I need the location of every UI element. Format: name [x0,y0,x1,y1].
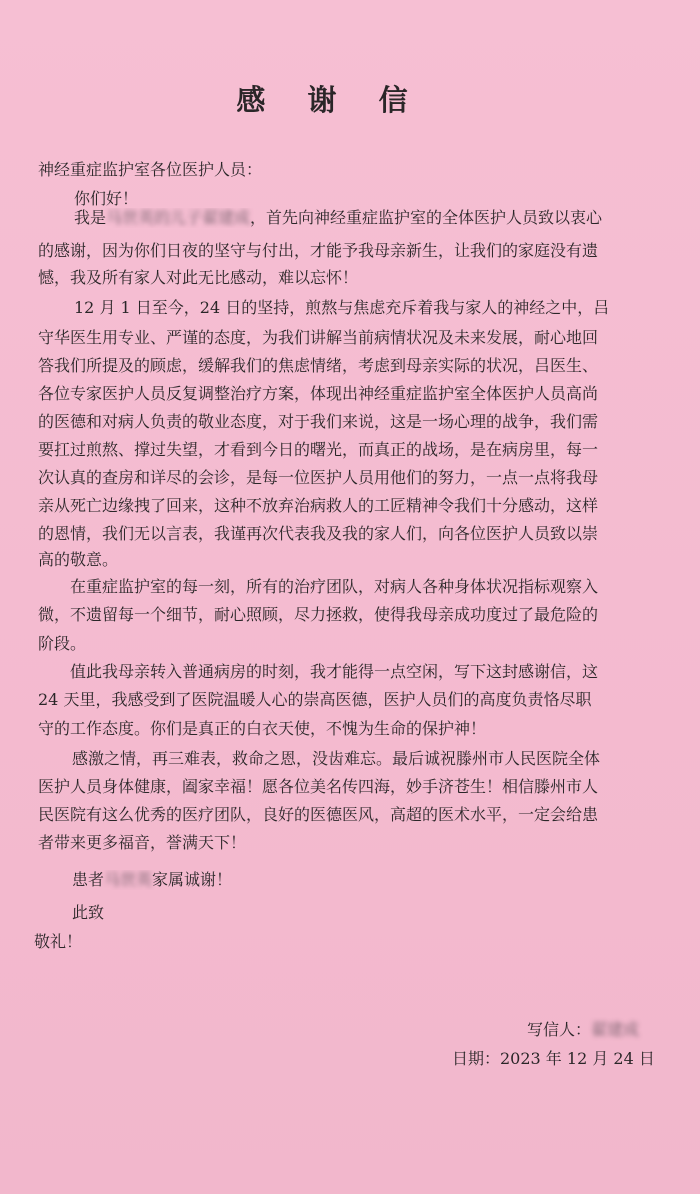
paragraph-2-line: 的医德和对病人负责的敬业态度，对于我们来说，这是一场心理的战争，我们需 [38,412,599,431]
paragraph-4-line: 守的工作态度。你们是真正的白衣天使，不愧为生命的保护神！ [38,719,487,738]
paragraph-2-line: 各位专家医护人员反复调整治疗方案，体现出神经重症监护室全体医护人员高尚 [38,384,599,403]
paragraph-2-line: 要扛过煎熬、撑过失望，才看到今日的曙光，而真正的战场，是在病房里，每一 [38,440,599,459]
paragraph-5-line: 医护人员身体健康，阖家幸福！愿各位美名传四海，妙手济苍生！相信滕州市人 [38,777,599,796]
paragraph-1-line-3: 憾，我及所有家人对此无比感动，难以忘怀！ [38,268,359,287]
paragraph-1-prefix: 我是 [74,208,107,227]
letter-title: 感 谢 信 [236,83,424,117]
greeting: 你们好！ [74,189,139,208]
paragraph-3-line: 在重症监护室的每一刻，所有的治疗团队，对病人各种身体状况指标观察入 [70,577,599,596]
salutation: 神经重症监护室各位医护人员： [38,160,263,179]
redacted-name: 马世英的儿子翟建成 [106,208,251,227]
paragraph-5-line: 感激之情，再三难表，救命之恩，没齿难忘。最后诚祝滕州市人民医院全体 [72,749,601,768]
letter-date: 日期：2023 年 12 月 24 日 [452,1049,655,1068]
paragraph-2-line: 守华医生用专业、严谨的态度，为我们讲解当前病情状况及未来发展，耐心地回 [38,328,599,347]
paragraph-2-line: 次认真的查房和详尽的会诊，是每一位医护人员用他们的努力，一点一点将我母 [38,468,599,487]
family-thanks [72,870,472,890]
paragraph-2-line: 高的敬意。 [38,550,119,569]
closing-jing-li: 敬礼！ [34,932,83,951]
paragraph-2-line: 亲从死亡边缘拽了回来，这种不放弃治病救人的工匠精神令我们十分感动，这样 [38,496,599,515]
paragraph-1-line-2: 的感谢，因为你们日夜的坚守与付出，才能予我母亲新生，让我们的家庭没有遗 [38,241,599,260]
paragraph-3-line: 阶段。 [38,634,87,653]
paragraph-3-line: 微，不遗留每一个细节，耐心照顾，尽力拯救，使得我母亲成功度过了最危险的 [38,605,599,624]
thanks-prefix: 患者 [72,870,105,889]
paragraph-5-line: 者带来更多福音，誉满天下！ [38,833,247,852]
paragraph-5-line: 民医院有这么优秀的医疗团队，良好的医德医风，高超的医术水平，一定会给患 [38,805,599,824]
writer-line [527,1017,639,1040]
paragraph-2-line: 的恩情，我们无以言表，我谨再次代表我及我的家人们，向各位医护人员致以崇 [38,524,599,543]
paragraph-2-line: 答我们所提及的顾虑，缓解我们的焦虑情绪，考虑到母亲实际的状况，吕医生、 [38,356,599,375]
writer-name-redacted: 翟建成 [591,1020,640,1039]
paragraph-4-line: 值此我母亲转入普通病房的时刻，我才能得一点空闲，写下这封感谢信，这 [70,662,599,681]
closing-ci-zhi: 此致 [72,903,105,922]
redacted-patient-name: 马世英 [104,870,153,889]
writer-label: 写信人： [527,1020,592,1039]
paragraph-4-line: 24 天里，我感受到了医院温暖人心的崇高医德，医护人员们的高度负责恪尽职 [38,690,592,709]
paragraph-2-line: 12 月 1 日至今，24 日的坚持，煎熬与焦虑充斥着我与家人的神经之中，吕 [74,298,610,317]
paragraph-1-rest: ，首先向神经重症监护室的全体医护人员致以衷心 [250,208,603,227]
thanks-suffix: 家属诚谢！ [152,870,233,889]
paragraph-1-line-1 [74,208,664,228]
